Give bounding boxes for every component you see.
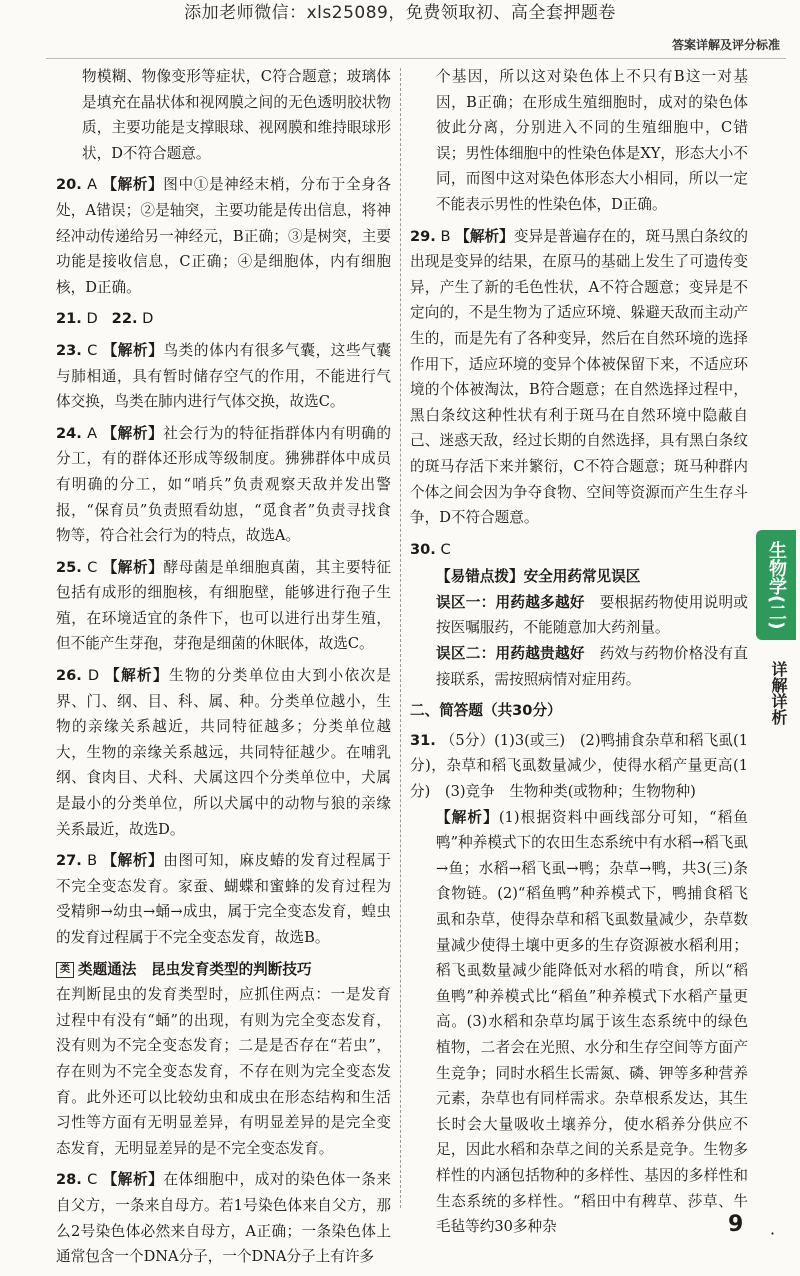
tip-text: 在判断昆虫的发育类型时，应抓住两点：一是发育过程中有没有“蛹”的出现，有则为完全变态发育，没有则为不完全变态发育；二是是否存在“若虫”，存在则为不完全变态发育，不存在则为完全变态发育。此外还可以比较幼虫和成虫在形态结构和生活习性等方面有无明显差异，有明显差异的是完全变态发育，无明显差异的是不完全变态发育。 bbox=[56, 986, 391, 1157]
top-banner: 添加老师微信：xls25089，免费领取初、高全套押题卷 bbox=[184, 3, 616, 23]
column-divider bbox=[400, 68, 401, 1208]
question-28: 28. C 【解析】在体细胞中，成对的染色体一条来自父方，一条来自母方。若1号染色体来自父方，那么2号染色体必然来自母方，A正确；一条染色体上通常包含一个DNA分子，一个DNA分子上有许多 bbox=[56, 1171, 392, 1266]
tip-title: 类 类题通法 昆虫发育类型的判断技巧 bbox=[56, 957, 391, 983]
method-icon: 类 bbox=[56, 962, 74, 978]
left-column bbox=[56, 64, 391, 1276]
section-title: 二、简答题（共30分） bbox=[410, 702, 562, 720]
page-header: 答案详解及评分标准 bbox=[671, 38, 780, 52]
subject-tab: 生物学(二) bbox=[756, 530, 796, 640]
header-rule bbox=[46, 58, 786, 59]
question-29: 29. B 【解析】变异是普遍存在的，斑马黑白条纹的出现是变异的结果，在原马的基础上发生了可遗传变异，产生了新的毛色性状，A不符合题意；变异是不定向的，不是生物为了适应环境、躲避天敌而主动产生的，而是先有了各种变异，然后在自然环境的选择作用下，适应环境的变异个体被保留下来，不适应环境的个体被淘汰，B符合题意；在自然选择过程中，黑白条纹这种性状有利于斑马在自然环境中隐蔽自己、迷惑天敌，经过长期的自然选择，具有黑白条纹的斑马存活下来并繁衍，C不符合题意；斑马种群内个体之间会因为争夺食物、空间等资源而产生生存斗争，D不符合题意。 bbox=[410, 227, 748, 527]
right-column bbox=[410, 64, 748, 1246]
error-2: 误区二：用药越贵越好 药效与药物价格没有直接联系，需按照病情对症用药。 bbox=[436, 645, 748, 688]
question-31: 31. （5分）(1)3(或三) (2)鸭捕食杂草和稻飞虱(1分)，杂草和稻飞虱数量减少，使得水稻产量更高(1分) (3)竞争 生物种类(或物种；生物物种) bbox=[410, 731, 749, 801]
easy-error-title: 【易错点拨】安全用药常见误区 bbox=[436, 568, 641, 586]
question-21-22: 21. D 22. D bbox=[56, 310, 154, 328]
question-27: 27. B 【解析】由图可知，麻皮蝽的发育过程属于不完全变态发育。家蚕、蝴蝶和蜜蜂的发育过程为受精卵→幼虫→蛹→成虫，属于完全变态发育，蝗虫的发育过程属于不完全变态发育，故选B。 bbox=[56, 852, 391, 946]
question-24: 24. A 【解析】社会行为的特征指群体内有明确的分工，有的群体还形成等级制度。狒狒群体中成员有明确的分工，如“哨兵”负责观察天敌并发出警报，“保育员”负责照看幼崽，“觅食者”负责寻找食物等，符合社会行为的特点，故选A。 bbox=[56, 424, 391, 545]
tip-label: 类题通法 bbox=[78, 960, 137, 978]
question-19-continued: 物模糊、物像变形等症状，C符合题意；玻璃体是填充在晶状体和视网膜之间的无色透明胶状物质，主要功能是支撑眼球、视网膜和维持眼球形状，D不符合题意。 bbox=[82, 68, 391, 162]
side-label: 详解详析 bbox=[769, 661, 788, 725]
page-number: 9 bbox=[728, 1212, 744, 1237]
question-20: 20. A 【解析】图中①是神经末梢，分布于全身各处，A错误；②是轴突，主要功能是传出信息，将神经冲动传递给另一神经元，B正确；③是树突，主要功能是接收信息，C正确；④是细胞体，内有细胞核，D正确。 bbox=[56, 176, 391, 296]
question-26: 26. D 【解析】生物的分类单位由大到小依次是界、门、纲、目、科、属、种。分类单位越小，生物的亲缘关系越近，共同特征越多；分类单位越大，生物的亲缘关系越远，共同特征越少。在哺乳纲、食肉目、犬科、犬属这四个分类单位中，犬属是最小的分类单位，所以犬属中的动物与狼的亲缘关系最近，故选D。 bbox=[56, 667, 391, 838]
page-dot: · bbox=[770, 1224, 776, 1243]
error-1: 误区一：用药越多越好 要根据药物使用说明或按医嘱服药，不能随意加大药剂量。 bbox=[436, 593, 748, 637]
question-30: 30. C bbox=[410, 540, 451, 558]
question-25: 25. C 【解析】酵母菌是单细胞真菌，其主要特征包括有成形的细胞核，有细胞壁，能够进行孢子生殖，在环境适宜的条件下，也可以进行出芽生殖，但不能产生芽孢，芽孢是细菌的休眠体，故选C。 bbox=[56, 558, 392, 653]
question-28-continued: 个基因，所以这对染色体上不只有B这一对基因，B正确；在形成生殖细胞时，成对的染色体彼此分离，分别进入不同的生殖细胞中，C错误；男性体细胞中的性染色体是XY，形态大小不同，而图中这对染色体形态大小相同，所以一定不能表示男性的性染色体，D正确。 bbox=[436, 68, 748, 213]
question-31-analysis: 【解析】(1)根据资料中画线部分可知，“稻鱼鸭”种养模式下的农田生态系统中有水稻→稻飞虱→鱼；水稻→稻飞虱→鸭；杂草→鸭，共3(三)条食物链。(2)“稻鱼鸭”种养模式下，鸭捕食稻飞虱和杂草，使得杂草和稻飞虱数量减少，杂草数量减少使得土壤中更多的生存资源被水稻利用；稻飞虱数量减少能降低对水稻的啃食，所以“稻鱼鸭”种养模式比“稻鱼”种养模式下水稻产量更高。(3)水稻和杂草均属于该生态系统中的绿色植物，二者会在光照、水分和生存空间等方面产生竞争；同时水稻生长需氮、磷、钾等多种营养元素，杂草也有同样需求。杂草根系发达，其生长时会大量吸收土壤养分，使水稻养分供应不足，因此水稻和杂草之间的关系是竞争。生物多样性的内涵包括物种的多样性、基因的多样性和生态系统的多样性。“稻田中有稗草、莎草、牛毛毡等约30多种杂 bbox=[436, 808, 748, 1236]
question-23: 23. C 【解析】鸟类的体内有很多气囊，这些气囊与肺相通，具有暂时储存空气的作用，不能进行气体交换，鸟类在肺内进行气体交换，故选C。 bbox=[56, 341, 392, 411]
